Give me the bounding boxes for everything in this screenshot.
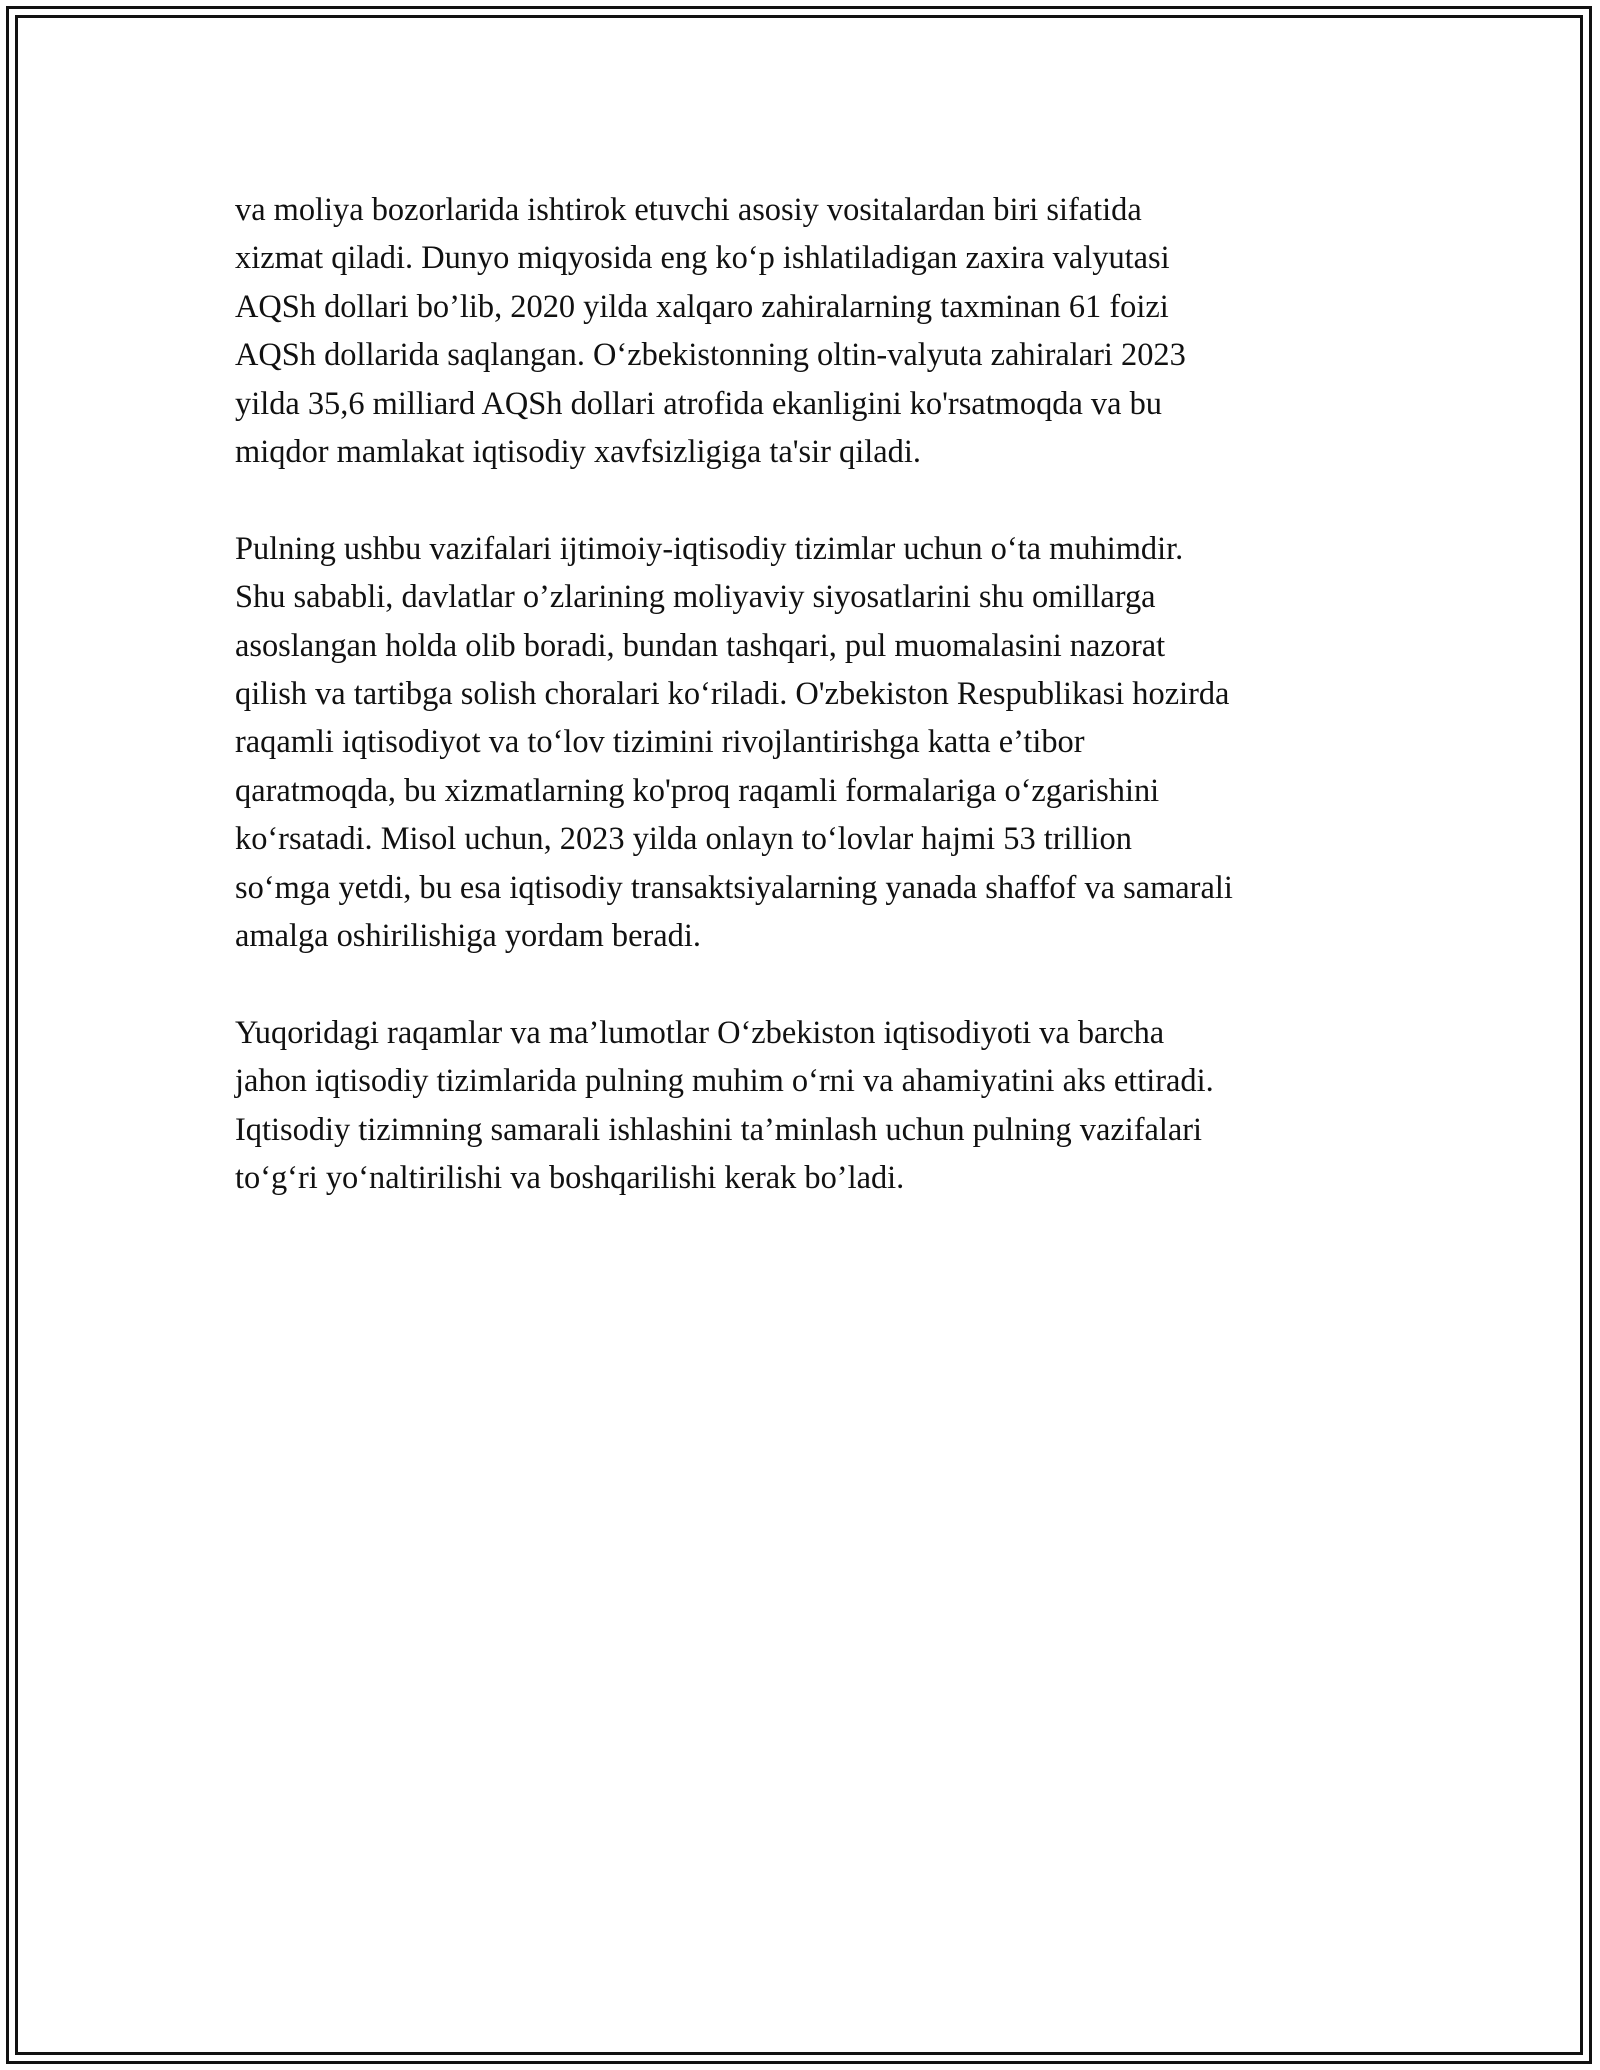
text-line: raqamli iqtisodiyot va to‘lov tizimini rivojlantirishga katta e’tibor (235, 724, 1085, 761)
text-line: yilda 35,6 milliard AQSh dollari atrofida ekanligini ko'rsatmoqda va bu (235, 385, 1162, 422)
document-body (235, 186, 1385, 1251)
text-line: AQSh dollarida saqlangan. O‘zbekistonning oltin-valyuta zahiralari 2023 (235, 337, 1186, 374)
text-line: AQSh dollari bo’lib, 2020 yilda xalqaro zahiralarning taxminan 61 foizi (235, 288, 1169, 325)
text-line: ko‘rsatadi. Misol uchun, 2023 yilda onlayn to‘lovlar hajmi 53 trillion (235, 821, 1132, 858)
text-line: miqdor mamlakat iqtisodiy xavfsizligiga ta'sir qiladi. (235, 434, 921, 471)
paragraph-1 (235, 186, 1385, 476)
text-line: jahon iqtisodiy tizimlarida pulning muhim o‘rni va ahamiyatini aks ettiradi. (235, 1063, 1214, 1100)
text-line: amalga oshirilishiga yordam beradi. (235, 918, 701, 955)
text-line: qaratmoqda, bu xizmatlarning ko'proq raqamli formalariga o‘zgarishini (235, 772, 1160, 809)
paragraph-2 (235, 525, 1385, 961)
text-line: asoslangan holda olib boradi, bundan tashqari, pul muomalasini nazorat (235, 627, 1166, 664)
text-line: va moliya bozorlarida ishtirok etuvchi asosiy vositalardan biri sifatida (235, 192, 1142, 228)
paragraph-3 (235, 1009, 1385, 1203)
text-line: qilish va tartibga solish choralari ko‘riladi. O'zbekiston Respublikasi hozirda (235, 676, 1230, 713)
text-line: Iqtisodiy tizimning samarali ishlashini ta’minlash uchun pulning vazifalari (235, 1111, 1203, 1148)
text-line: Shu sababli, davlatlar o’zlarining moliyaviy siyosatlarini shu omillarga (235, 579, 1156, 616)
text-line: so‘mga yetdi, bu esa iqtisodiy transaktsiyalarning yanada shaffof va samarali (235, 869, 1233, 906)
text-line: Yuqoridagi raqamlar va ma’lumotlar O‘zbekiston iqtisodiyoti va barcha (235, 1014, 1165, 1051)
text-line: to‘g‘ri yo‘naltirilishi va boshqarilishi kerak bo’ladi. (235, 1160, 905, 1197)
text-line: Pulning ushbu vazifalari ijtimoiy-iqtisodiy tizimlar uchun o‘ta muhimdir. (235, 530, 1184, 567)
text-line: xizmat qiladi. Dunyo miqyosida eng ko‘p ishlatiladigan zaxira valyutasi (235, 240, 1170, 277)
